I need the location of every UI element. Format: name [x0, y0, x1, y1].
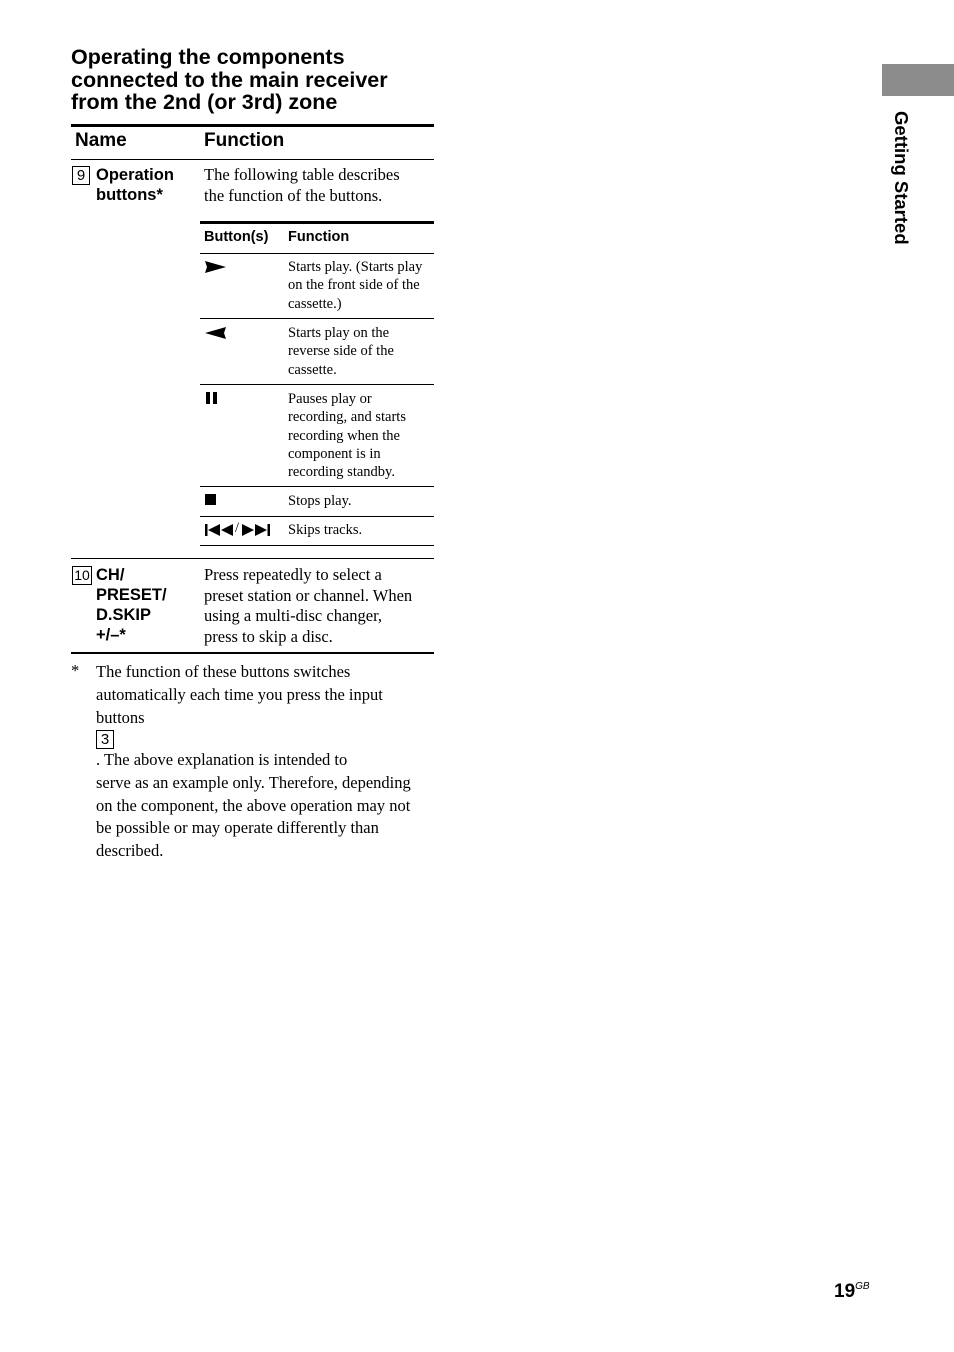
- subtable-function: [288, 492, 438, 510]
- subtable-bottom-rule: [200, 545, 434, 546]
- row-function-line: using a multi-disc changer,: [204, 606, 383, 625]
- column-header-function: Function: [204, 130, 285, 151]
- subtable-function-line: Skips tracks.: [288, 522, 363, 538]
- page-title: [71, 46, 451, 114]
- footnote-line: be possible or may operate differently than: [96, 818, 379, 838]
- footnote-line-tail: . The above explanation is intended to: [96, 749, 348, 769]
- footnote-mark: *: [71, 661, 80, 680]
- row-name-line: +/–*: [96, 626, 126, 644]
- row-function-line: Press repeatedly to select a: [204, 565, 382, 584]
- play-reverse-icon: [205, 327, 227, 339]
- subtable-function-line: recording, and starts: [288, 409, 406, 426]
- footnote-line: serve as an example only. Therefore, depending: [96, 772, 411, 792]
- row-name-line: PRESET/: [96, 586, 167, 604]
- table-header-rule: [71, 159, 434, 160]
- subtable-function-line: reverse side of the: [288, 343, 394, 360]
- footnote-line: The function of these buttons switches: [96, 662, 351, 681]
- row-function: [204, 165, 436, 206]
- subtable-function-line: component is in: [288, 445, 381, 462]
- row-name-line: Operation: [96, 166, 174, 184]
- page-number: [834, 1281, 870, 1303]
- subtable-function-line: Stops play.: [288, 493, 352, 509]
- play-forward-icon: [205, 261, 227, 273]
- title-line-1: Operating the components: [71, 45, 345, 69]
- subtable-header-buttons: Button(s): [204, 229, 269, 245]
- footnote-line: [96, 707, 448, 772]
- stop-icon: [205, 494, 217, 506]
- footnote-line: on the component, the above operation may not: [96, 795, 411, 815]
- row-name: [96, 565, 167, 645]
- skip-previous-icon: [205, 524, 235, 536]
- subtable-function-line: Starts play on the: [288, 325, 390, 341]
- row-function-line: The following table describes: [204, 165, 400, 184]
- row-name-line: D.SKIP: [96, 606, 152, 624]
- pause-icon: [205, 392, 219, 404]
- page-number-suffix: GB: [855, 1281, 870, 1292]
- subtable-row-divider: [200, 486, 434, 487]
- footnote: [96, 661, 448, 863]
- table-row-divider: [71, 558, 434, 559]
- subtable-function-line: Pauses play or: [288, 391, 372, 407]
- subtable-row-divider: [200, 318, 434, 319]
- subtable-function-line: Starts play. (Starts play: [288, 259, 423, 275]
- subtable-header-function: Function: [288, 229, 350, 245]
- row-name-line: buttons*: [96, 186, 163, 204]
- subtable-function: [288, 521, 438, 539]
- title-line-2: connected to the main receiver: [71, 67, 388, 92]
- page-number-value: 19: [834, 1281, 856, 1302]
- row-name: [96, 165, 174, 205]
- table-bottom-rule: [71, 652, 434, 654]
- item-number-box: 9: [72, 166, 90, 185]
- row-function-line: preset station or channel. When: [204, 585, 413, 605]
- skip-separator: /: [235, 520, 240, 536]
- footnote-line: described.: [96, 841, 164, 861]
- subtable-function: [288, 390, 438, 481]
- subtable-top-rule: [200, 221, 434, 224]
- subtable-function: [288, 258, 438, 313]
- column-header-name: Name: [75, 130, 127, 151]
- subtable-row-divider: [200, 384, 434, 385]
- section-tab-marker: [882, 64, 954, 96]
- title-line-3: from the 2nd (or 3rd) zone: [71, 90, 338, 114]
- row-function: [204, 565, 436, 647]
- row-function-line: the function of the buttons.: [204, 185, 383, 205]
- input-buttons-number-box: 3: [96, 730, 114, 749]
- footnote-line-text: buttons: [96, 707, 145, 727]
- subtable-function-line: cassette.): [288, 295, 342, 312]
- subtable-row-divider: [200, 516, 434, 517]
- subtable-function-line: on the front side of the: [288, 277, 420, 294]
- subtable-function: [288, 324, 438, 379]
- subtable-function-line: recording when the: [288, 427, 400, 444]
- row-name-line: CH/: [96, 566, 125, 584]
- row-function-line: press to skip a disc.: [204, 626, 333, 646]
- skip-next-icon: [242, 524, 272, 536]
- subtable-header-rule: [200, 253, 434, 254]
- table-top-rule: [71, 124, 434, 127]
- footnote-line: automatically each time you press the input: [96, 684, 383, 704]
- subtable-function-line: recording standby.: [288, 464, 395, 481]
- section-tab-label: Getting Started: [891, 111, 912, 245]
- subtable-function-line: cassette.: [288, 361, 337, 378]
- item-number-box: 10: [72, 566, 92, 585]
